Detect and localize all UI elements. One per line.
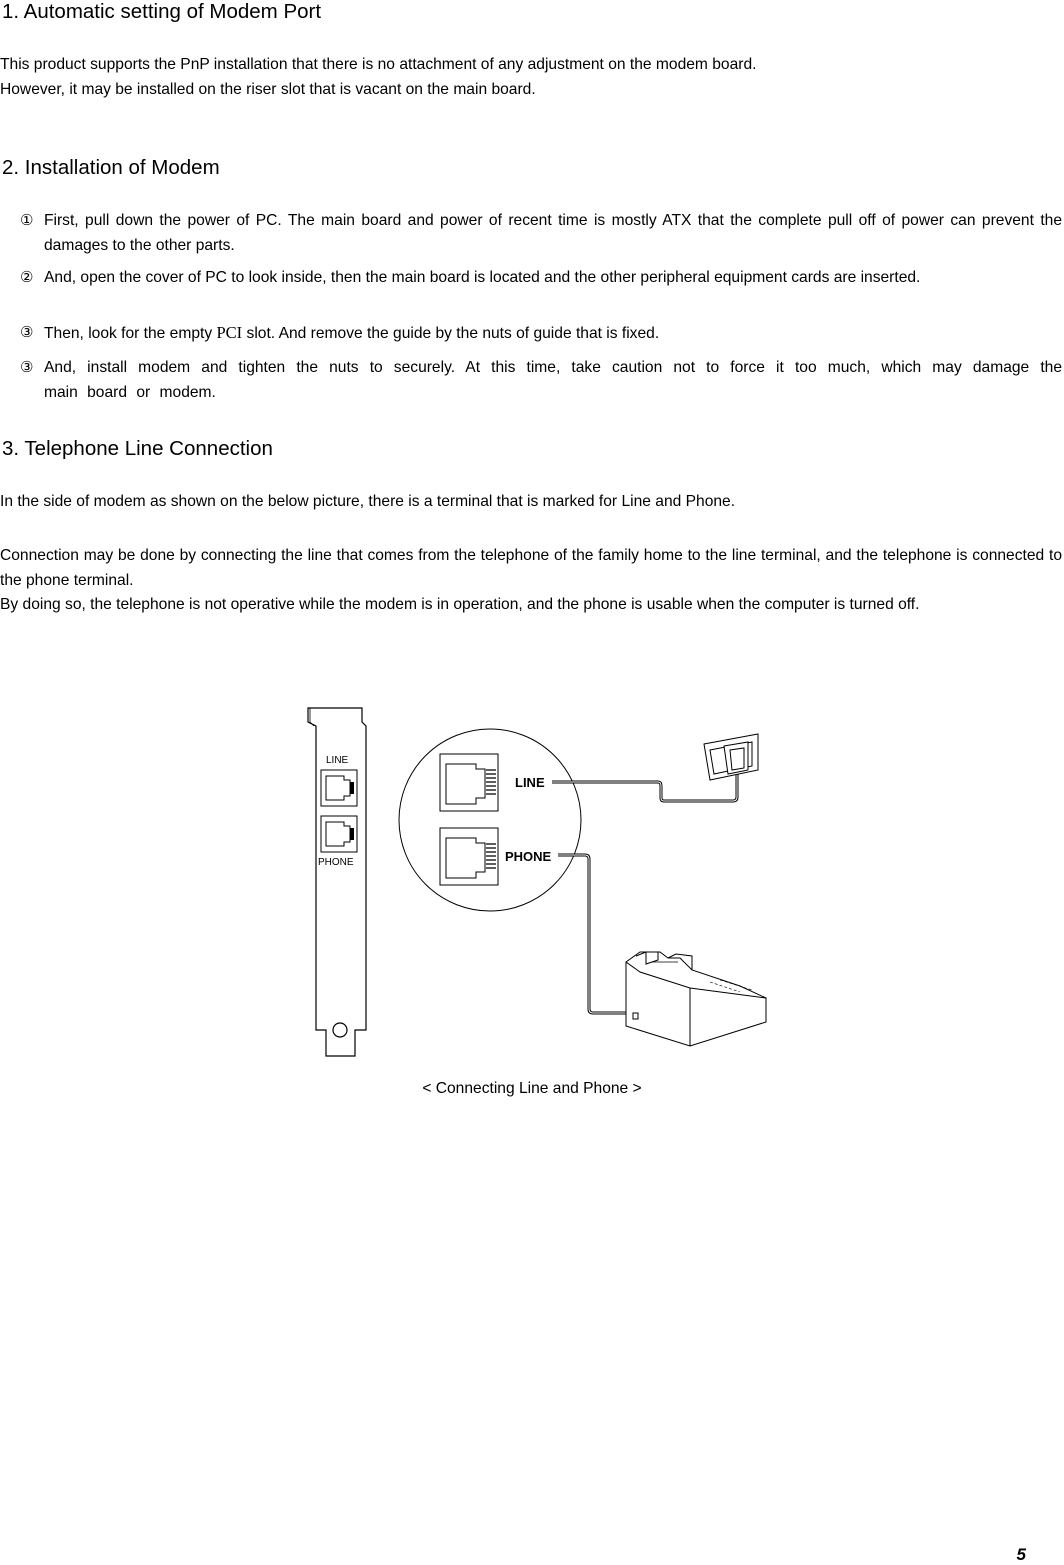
step-1-text: First, pull down the power of PC. The main board and power of recent time is mostly ATX that the complete pull off of power can prevent the damages to the other parts. (44, 212, 1062, 254)
step-3-number: ③ (20, 324, 34, 341)
section-1-paragraph-2: However, it may be installed on the riser slot that is vacant on the main board. (0, 81, 536, 98)
wall-socket (704, 734, 758, 780)
zoom-circle (399, 729, 581, 911)
step-3-text-before: Then, look for the empty (44, 325, 213, 342)
connection-diagram (300, 700, 770, 1062)
section-3-heading: 3. Telephone Line Connection (2, 437, 273, 460)
step-2-number: ② (20, 269, 34, 286)
zoom-line-label: LINE (515, 775, 545, 790)
bracket-phone-label: PHONE (318, 857, 354, 868)
page-number: 5 (1016, 1545, 1026, 1564)
telephone (626, 952, 766, 1046)
bracket-line-jack (321, 770, 357, 806)
section-1-paragraph-1: This product supports the PnP installation that there is no attachment of any adjustment on the modem board. (0, 56, 757, 73)
zoom-phone-jack (440, 828, 498, 885)
zoom-phone-label: PHONE (505, 849, 552, 864)
step-4 (20, 356, 1062, 405)
step-3-text (44, 321, 1062, 347)
zoom-line-jack (440, 754, 498, 811)
step-2-text: And, open the cover of PC to look inside, then the main board is located and the other peripheral equipment cards are inserted. (44, 269, 921, 286)
step-1 (20, 209, 1062, 258)
section-3-paragraph-2: Connection may be done by connecting the line that comes from the telephone of the family home to the line terminal, and the telephone is connected to the phone terminal. (0, 547, 1062, 589)
section-1-heading: 1. Automatic setting of Modem Port (2, 0, 322, 23)
step-4-text: And, install modem and tighten the nuts to securely. At this time, take caution not to force it too much, which may damage the main board or modem. (44, 359, 1062, 401)
step-3 (20, 321, 1062, 347)
step-4-number: ③ (20, 359, 34, 376)
section-3-paragraph-3: By doing so, the telephone is not operative while the modem is in operation, and the phone is usable when the computer is turned off. (0, 596, 920, 613)
section-2-heading: 2. Installation of Modem (2, 156, 220, 179)
section-3-paragraph-1: In the side of modem as shown on the below picture, there is a terminal that is marked for Line and Phone. (0, 493, 736, 510)
step-2 (20, 266, 1062, 291)
pci-term: PCI (216, 323, 243, 342)
figure-caption: < Connecting Line and Phone > (422, 1080, 642, 1097)
bracket-line-label: LINE (326, 755, 349, 766)
bracket-phone-jack (321, 816, 357, 852)
bracket-screw-hole (333, 1023, 347, 1037)
step-3-text-after: slot. And remove the guide by the nuts of guide that is fixed. (246, 325, 660, 342)
step-1-number: ① (20, 212, 34, 229)
